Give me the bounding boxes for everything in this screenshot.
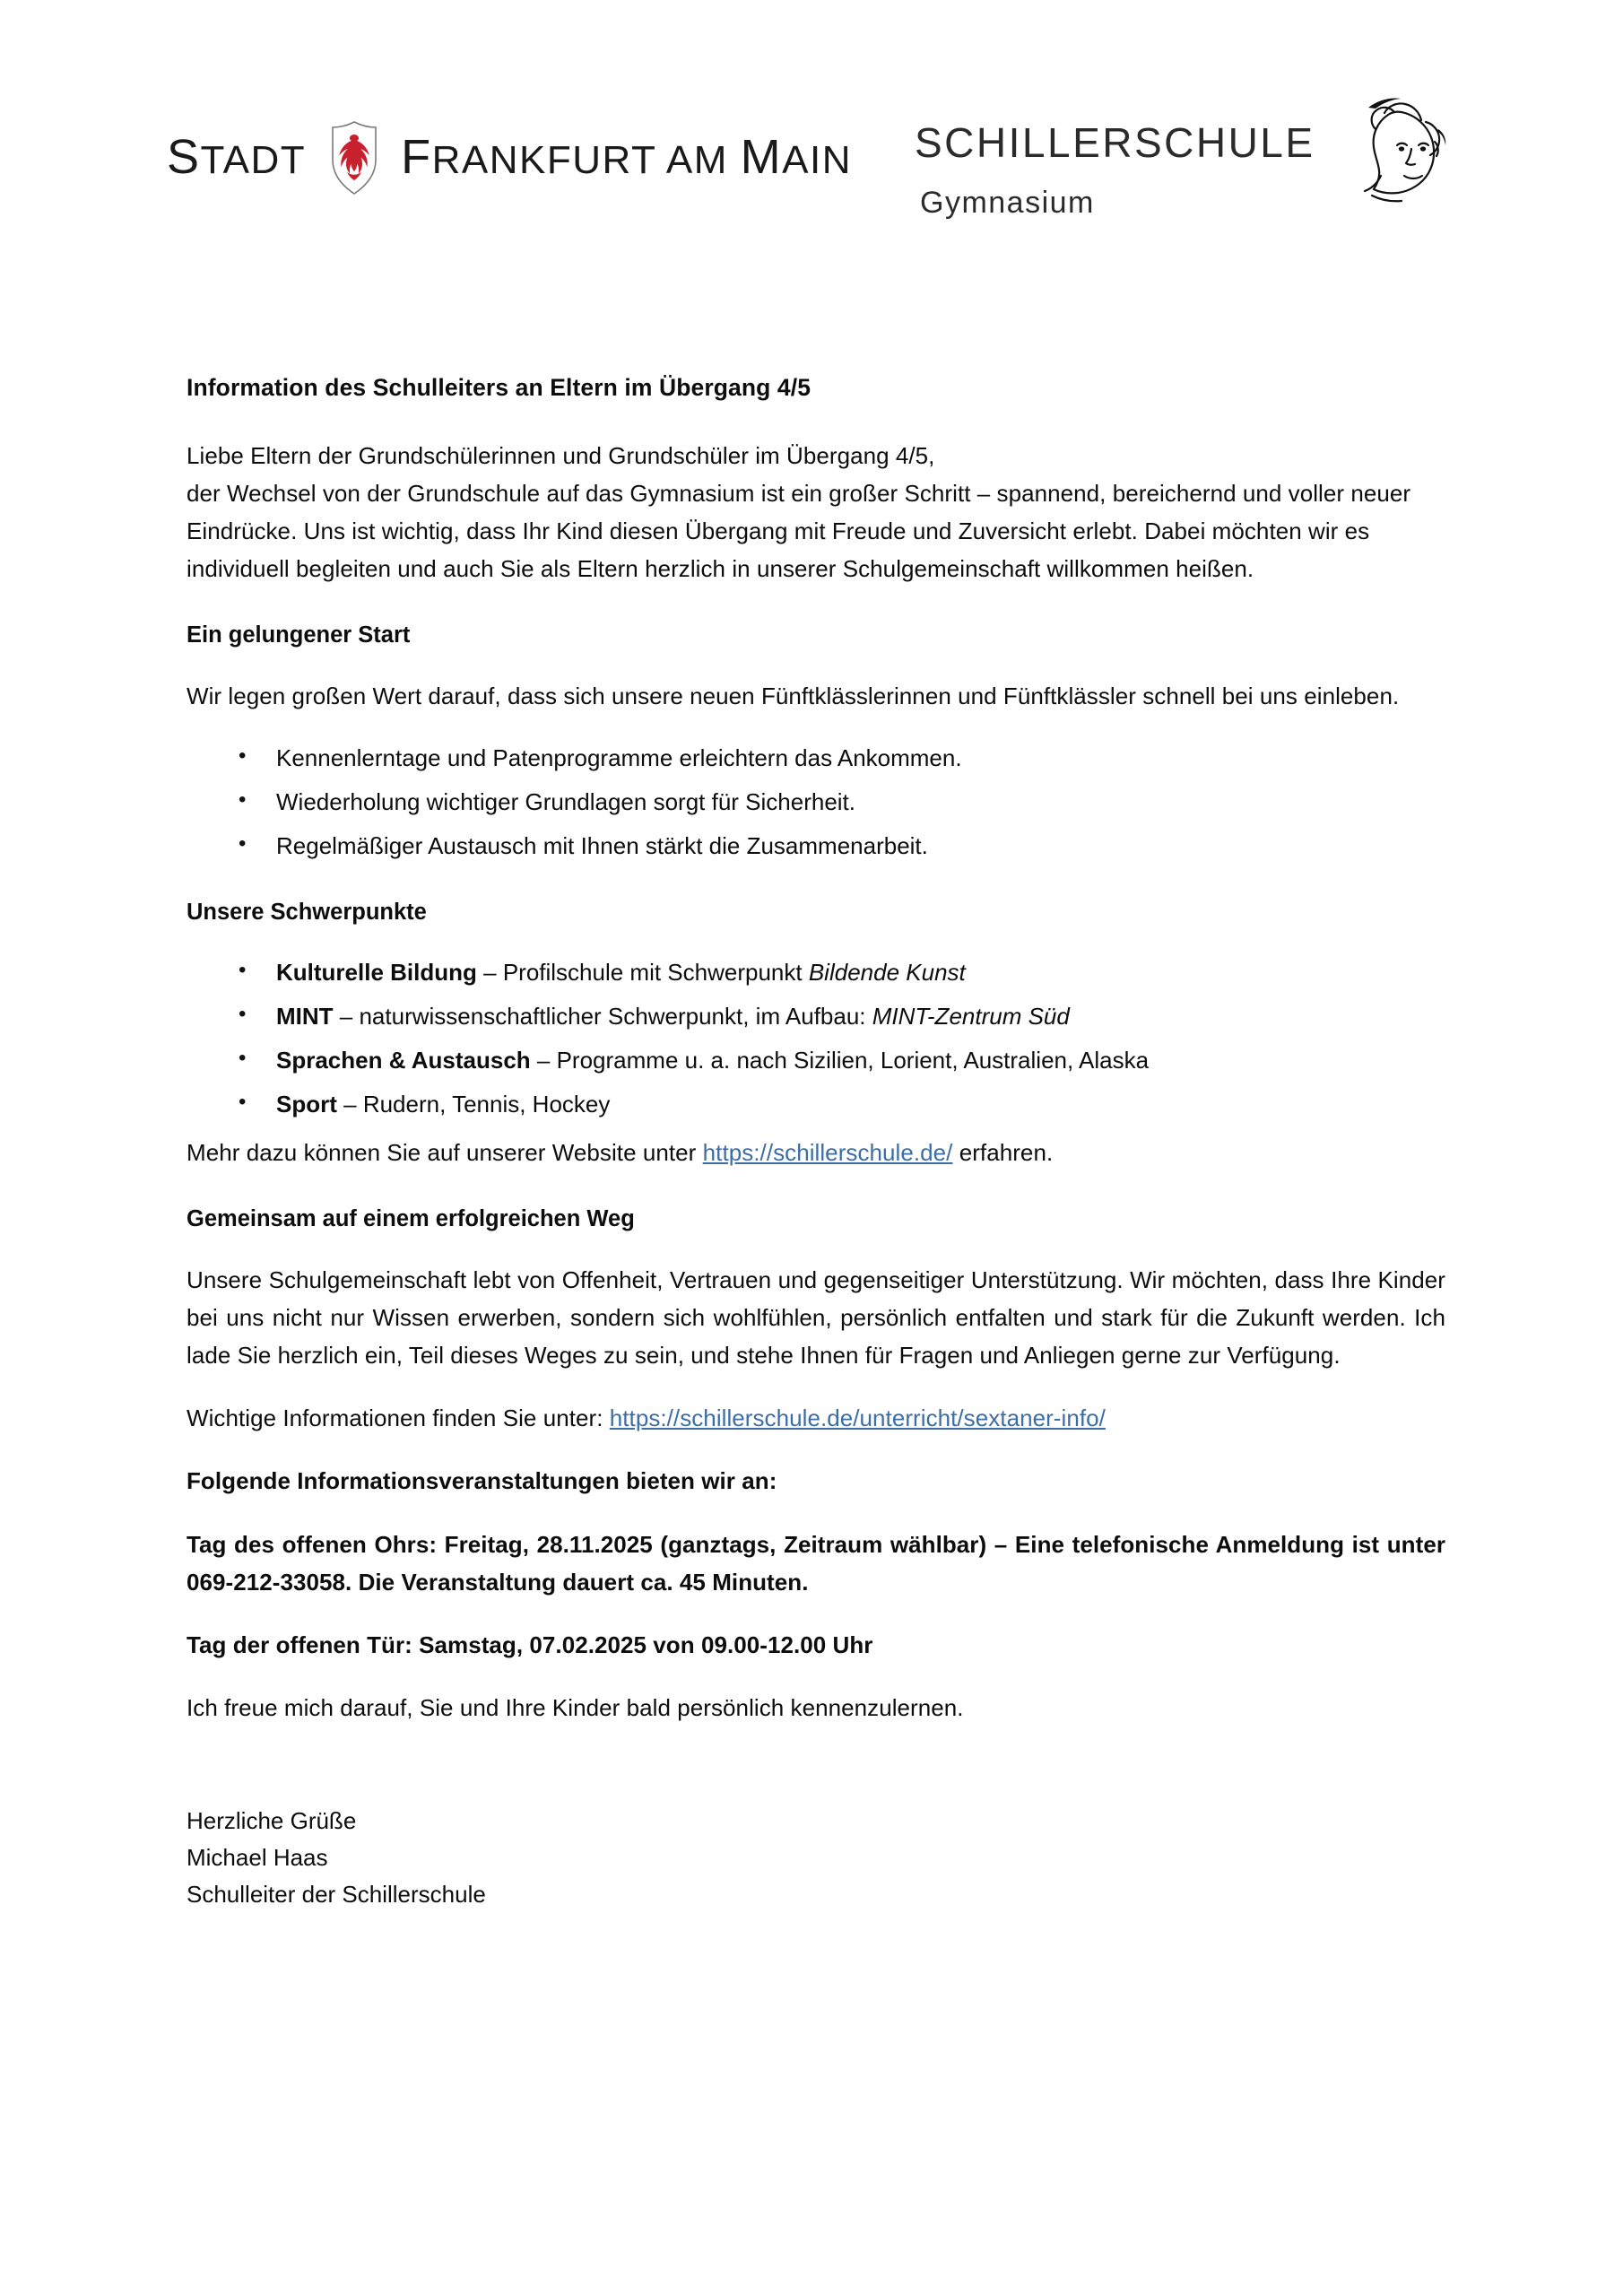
section-start-body: Wir legen großen Wert darauf, dass sich unsere neuen Fünftklässlerinnen und Fünftklässler schnell bei uns einleben.: [187, 682, 1400, 709]
section-together-body: Unsere Schulgemeinschaft lebt von Offenheit, Vertrauen und gegenseitiger Unterstützung. Wir möchten, dass Ihre Kinder bei uns nicht nur Wissen erwerben, sondern sich wohlfühlen, persönlich entfalten und stark für die Zukunft werden. Ich lade Sie herzlich ein, Teil dieses Weges zu sein, und stehe Ihnen für Fragen und Anliegen gerne zur Verfügung.: [187, 1266, 1445, 1370]
signature-name: Michael Haas: [187, 1844, 328, 1872]
list-item: [187, 1042, 1445, 1079]
list-item: [187, 954, 1445, 991]
info-line-pre: Wichtige Informationen finden Sie unter:: [187, 1405, 610, 1432]
website-line: [187, 1134, 1445, 1171]
focus-text: Programme u. a. nach Sizilien, Lorient, Australien, Alaska: [556, 1047, 1150, 1074]
closing-line: Ich freue mich darauf, Sie und Ihre Kinder bald persönlich kennenzulernen.: [187, 1693, 964, 1721]
event-open-day: Tag der offenen Tür: Samstag, 07.02.2025 von 09.00-12.00 Uhr: [187, 1631, 873, 1658]
focus-label: Sprachen & Austausch: [276, 1047, 531, 1074]
section-heading-focus: Unsere Schwerpunkte: [187, 900, 427, 926]
focus-italic: MINT-Zentrum Süd: [872, 1003, 1070, 1030]
schiller-portrait-icon: [1345, 90, 1471, 224]
page-title: Information des Schulleiters an Eltern im Übergang 4/5: [187, 374, 812, 401]
city-logo-frankfurt-am-main: FRANKFURT AM MAIN: [401, 130, 852, 184]
focus-dash: –: [476, 958, 503, 986]
intro-paragraph: [187, 437, 1445, 587]
event-open-ear: Tag des offenen Ohrs: Freitag, 28.11.2025 (ganztags, Zeitraum wählbar) – Eine telefonische Anmeldung ist unter 069-212-33058. Die Veranstaltung dauert ca. 45 Minuten.: [187, 1530, 1445, 1596]
start-bullet-list: [187, 740, 1445, 865]
list-item: [187, 1086, 1445, 1123]
focus-italic: Bildende Kunst: [808, 958, 966, 986]
events-heading: Folgende Informationsveranstaltungen bieten wir an:: [187, 1467, 777, 1495]
intro-salutation: Liebe Eltern der Grundschülerinnen und Grundschüler im Übergang 4/5,: [187, 441, 935, 469]
frankfurt-eagle-crest-icon: [320, 120, 388, 197]
focus-dash: –: [333, 1003, 360, 1030]
focus-bullet-list: [187, 954, 1445, 1123]
section-heading-together: Gemeinsam auf einem erfolgreichen Weg: [187, 1206, 635, 1232]
sextaner-info-link[interactable]: https://schillerschule.de/unterricht/sextaner-info/: [609, 1405, 1106, 1432]
list-item: • Wiederholung wichtiger Grundlagen sorgt für Sicherheit.: [187, 784, 1445, 821]
focus-text: naturwissenschaftlicher Schwerpunkt, im Aufbau:: [359, 1003, 872, 1030]
focus-dash: –: [530, 1047, 557, 1074]
letter-body: [187, 372, 1445, 1914]
website-line-pre: Mehr dazu können Sie auf unserer Website unter: [187, 1139, 703, 1167]
signature-block: [187, 1804, 1445, 1912]
website-line-post: erfahren.: [952, 1139, 1054, 1167]
city-of-frankfurt-logo: [167, 118, 852, 196]
section-heading-start: Ein gelungener Start: [187, 622, 411, 648]
focus-label: MINT: [276, 1003, 334, 1030]
focus-text: Profilschule mit Schwerpunkt: [502, 958, 809, 986]
signature-greeting: Herzliche Grüße: [187, 1807, 357, 1835]
letterhead: [0, 0, 1623, 296]
focus-label: Sport: [276, 1091, 337, 1118]
focus-text: Rudern, Tennis, Hockey: [362, 1091, 611, 1118]
focus-label: Kulturelle Bildung: [276, 958, 477, 986]
info-line: [187, 1399, 1445, 1437]
intro-body: der Wechsel von der Grundschule auf das Gymnasium ist ein großer Schritt – spannend, bereichernd und voller neuer Eindrücke. Uns ist wichtig, dass Ihr Kind diesen Übergang mit Freude und Zuversicht erlebt. Dabei möchten wir es individuell begleiten und auch Sie als Eltern herzlich in unserer Schulgemeinschaft willkommen heißen.: [187, 479, 1411, 583]
focus-dash: –: [336, 1091, 363, 1118]
list-item: • Regelmäßiger Austausch mit Ihnen stärkt die Zusammenarbeit.: [187, 828, 1445, 865]
school-title-block: [915, 120, 1315, 221]
school-name: SCHILLERSCHULE: [915, 119, 1315, 167]
list-item: [187, 998, 1445, 1035]
school-subtitle: Gymnasium: [920, 185, 1095, 220]
website-link[interactable]: https://schillerschule.de/: [702, 1139, 953, 1167]
list-item: • Kennenlerntage und Patenprogramme erleichtern das Ankommen.: [187, 740, 1445, 777]
signature-role: Schulleiter der Schillerschule: [187, 1881, 486, 1909]
city-logo-stadt: STADT: [167, 130, 307, 184]
